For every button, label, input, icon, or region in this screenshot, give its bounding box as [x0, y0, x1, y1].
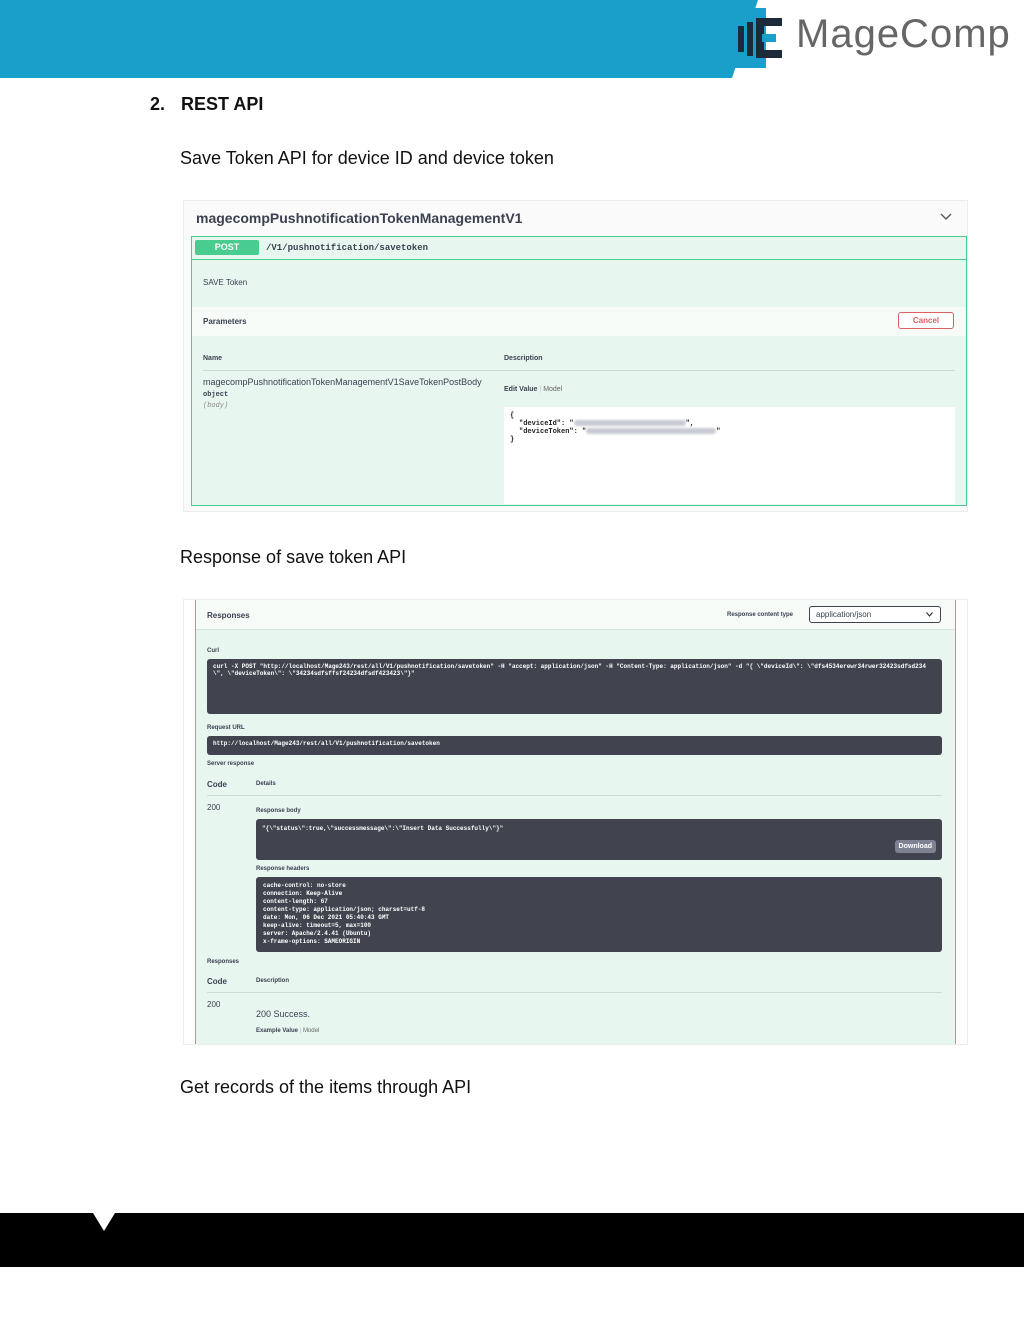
model-tab[interactable]: Model	[302, 1028, 320, 1034]
example-tabs: Example Value | Model	[256, 1028, 320, 1034]
content-type-label: Response content type	[727, 612, 794, 618]
save-token-paragraph: Save Token API for device ID and device token	[180, 148, 554, 168]
json-device-token-key: "deviceToken": "	[519, 428, 587, 436]
content-type-value: application/json	[816, 610, 872, 619]
json-device-id-key: "deviceId": "	[519, 420, 574, 428]
response-body-box	[256, 819, 942, 860]
brand-name: MageComp	[796, 12, 1011, 56]
responses-label: Responses	[207, 611, 250, 620]
edit-value-tab[interactable]: Edit Value	[504, 386, 538, 393]
response-body-label: Response body	[256, 808, 301, 814]
magecomp-logo-icon	[732, 8, 792, 68]
section-title: REST API	[181, 94, 264, 114]
param-type: object	[203, 391, 229, 399]
model-tab[interactable]: Model	[543, 386, 563, 393]
header-line: connection: Keep-Alive	[263, 890, 343, 897]
details-header: Details	[256, 781, 276, 787]
method-badge: POST	[195, 240, 259, 255]
response-body: "{\"status\":true,\"successmessage\":\"Insert Data Successfully\"}"	[262, 825, 504, 832]
header-line: date: Mon, 06 Dec 2021 05:40:43 GMT	[263, 914, 390, 921]
description-header: Description	[256, 978, 290, 984]
header-line: content-length: 67	[263, 898, 328, 905]
content-type-select[interactable]	[809, 606, 941, 623]
download-button[interactable]: Download	[895, 840, 936, 853]
header-line: server: Apache/2.4.41 (Ubuntu)	[263, 930, 372, 937]
swagger-request-screenshot	[183, 200, 968, 512]
chevron-down-icon[interactable]	[940, 213, 952, 221]
response-block	[195, 600, 956, 1044]
responses-section-label: Responses	[207, 959, 240, 965]
col-description-header: Description	[504, 355, 543, 362]
endpoint-path: /V1/pushnotification/savetoken	[266, 243, 429, 253]
request-url: http://localhost/Mage243/rest/all/V1/pushnotification/savetoken	[207, 736, 942, 755]
section-heading	[150, 94, 263, 115]
api-group-title: magecompPushnotificationTokenManagementV1	[196, 210, 523, 226]
divider	[192, 259, 966, 260]
code-header-2: Code	[207, 977, 227, 986]
response-code-2: 200	[207, 1000, 221, 1009]
response-headers	[256, 877, 942, 952]
header-line: x-frame-options: SAMEORIGIN	[263, 938, 361, 945]
param-location: (body)	[203, 402, 229, 410]
parameters-label: Parameters	[203, 317, 247, 326]
get-records-paragraph: Get records of the items through API	[180, 1077, 472, 1097]
server-response-label: Server response	[207, 761, 255, 767]
header-line: cache-control: no-store	[263, 882, 346, 889]
json-close: }	[510, 436, 515, 444]
header-line: keep-alive: timeout=5, max=100	[263, 922, 372, 929]
example-value-tab[interactable]: Example Value	[256, 1028, 299, 1034]
col-name-header: Name	[203, 355, 223, 362]
param-name: magecompPushnotificationTokenManagementV1SaveTokenPostBody	[203, 377, 482, 387]
parameters-bar	[192, 307, 966, 336]
page-footer	[0, 1213, 1024, 1267]
curl-command: curl -X POST "http://localhost/Mage243/rest/all/V1/pushnotification/savetoken" -H "accept: application/json" -H "Content-Type: application/json" -d "{ \"deviceId\": \"dfs4534erewr34rwer32423sdfsd234\", \"deviceToken\": \"34234sdfsffsf24234dfsdf423423\"}"	[207, 659, 942, 714]
response-paragraph: Response of save token API	[180, 547, 407, 567]
response-headers-label: Response headers	[256, 866, 310, 872]
footer-marker	[93, 1213, 115, 1231]
responses-bar	[196, 600, 955, 630]
brand-logo	[758, 0, 1024, 78]
success-description: 200 Success.	[256, 1009, 311, 1019]
blurred-device-id	[574, 420, 686, 426]
table-divider	[207, 992, 942, 993]
swagger-response-screenshot	[183, 599, 968, 1045]
chevron-down-icon	[926, 612, 933, 617]
response-code: 200	[207, 803, 221, 812]
json-open: {	[510, 412, 515, 420]
operation-summary: SAVE Token	[203, 278, 248, 287]
edit-value-tabs: Edit Value | Model	[504, 386, 563, 393]
table-divider	[207, 795, 942, 796]
body-editor[interactable]: { "deviceId": " ", "deviceToken": " " }	[504, 407, 955, 504]
table-divider	[203, 370, 955, 371]
operation-block	[191, 236, 967, 506]
curl-label: Curl	[207, 648, 219, 654]
section-number: 2.	[150, 94, 166, 114]
request-url-label: Request URL	[207, 725, 245, 731]
blurred-device-token	[586, 428, 716, 434]
cancel-button[interactable]: Cancel	[898, 312, 954, 329]
header-line: content-type: application/json; charset=utf-8	[263, 906, 426, 913]
code-header: Code	[207, 780, 227, 789]
